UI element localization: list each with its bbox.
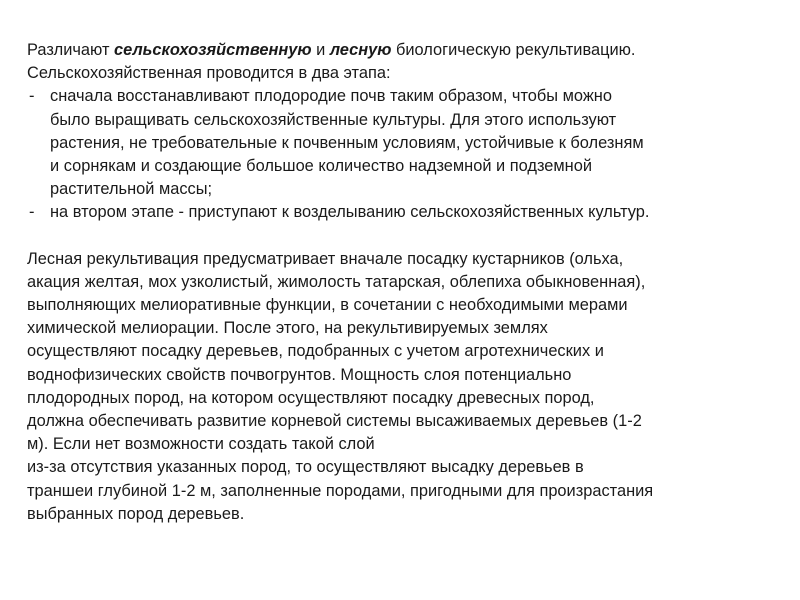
stage-1-line: растительной массы; — [50, 180, 213, 199]
stage-1-line: и сорнякам и создающие большое количество надземной и подземной — [50, 157, 593, 176]
stage-item-2 — [27, 201, 782, 224]
forest-line: плодородных пород, на котором осуществляют посадку древесных пород, — [27, 388, 595, 407]
forest-paragraph — [27, 248, 782, 526]
forest-term: лесную — [329, 41, 392, 59]
stage-1-line: растения, не требовательные к почвенным условиям, устойчивые к болезням — [50, 133, 644, 152]
forest-line: осуществляют посадку деревьев, подобранных с учетом агротехнических и — [27, 342, 604, 361]
list-dash: - — [29, 203, 35, 222]
stage-2-line: на втором этапе - приступают к возделыванию сельскохозяйственных культур. — [50, 203, 650, 222]
slide-text-body — [27, 39, 782, 526]
forest-line: химической мелиорации. После этого, на рекультивируемых землях — [27, 319, 548, 338]
intro-paragraph — [27, 39, 782, 62]
forest-line: Лесная рекультивация предусматривает вначале посадку кустарников (ольха, — [27, 249, 624, 268]
agricultural-term: сельскохозяйственную — [114, 41, 312, 59]
intro-text-1: Различают — [27, 41, 115, 59]
intro-text-2: и — [311, 41, 330, 59]
forest-line: акация желтая, мох узколистый, жимолость татарская, облепиха обыкновенная), — [27, 272, 646, 291]
stages-list — [27, 85, 782, 224]
forest-line: воднофизических свойств почвогрунтов. Мощность слоя потенциально — [27, 365, 572, 384]
stage-1-line: было выращивать сельскохозяйственные культуры. Для этого используют — [50, 110, 617, 129]
stages-intro: Сельскохозяйственная проводится в два этапа: — [27, 64, 391, 83]
stage-1-line: сначала восстанавливают плодородие почв таким образом, чтобы можно — [50, 87, 612, 106]
forest-line: м). Если нет возможности создать такой слой — [27, 435, 375, 454]
paragraph-gap — [27, 225, 782, 248]
list-dash: - — [29, 87, 35, 106]
forest-line: из-за отсутствия указанных пород, то осуществляют высадку деревьев в — [27, 458, 584, 477]
forest-line: должна обеспечивать развитие корневой системы высаживаемых деревьев (1-2 — [27, 412, 642, 431]
intro-text-3: биологическую рекультивацию. — [391, 41, 636, 59]
stage-item-1 — [27, 85, 782, 201]
forest-line: траншеи глубиной 1-2 м, заполненные породами, пригодными для произрастания — [27, 481, 654, 500]
forest-line: выбранных пород деревьев. — [27, 504, 245, 523]
forest-line: выполняющих мелиоративные функции, в сочетании с необходимыми мерами — [27, 296, 628, 315]
